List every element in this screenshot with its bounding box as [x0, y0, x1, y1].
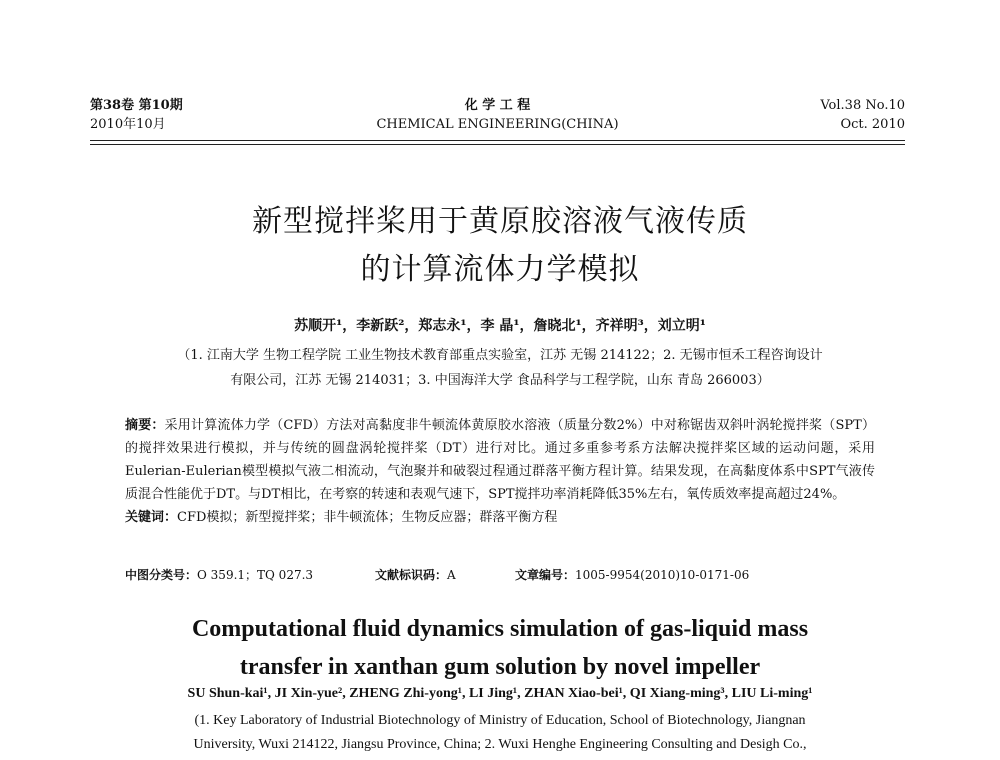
clc-label: 中图分类号：: [125, 568, 198, 582]
header-rule-thin: [90, 144, 905, 145]
affiliations-en: [100, 709, 900, 757]
affiliation-cn-line1: （1. 江南大学 生物工程学院 工业生物技术教育部重点实验室，江苏 无锡 214122；2. 无锡市恒禾工程咨询设计: [177, 348, 823, 363]
clc-value: O 359.1；TQ 027.3: [197, 568, 314, 582]
doc-code-value: A: [447, 568, 456, 582]
classification-line: [125, 566, 749, 583]
paper-title-cn: [0, 198, 1000, 294]
abstract: [125, 414, 875, 506]
affiliation-cn-line2: 有限公司，江苏 无锡 214031；3. 中国海洋大学 食品科学与工程学院，山东 青岛 266003）: [230, 373, 770, 388]
date-en: Oct. 2010: [840, 117, 905, 132]
journal-name: [90, 96, 905, 134]
affiliation-en-line2: University, Wuxi 214122, Jiangsu Province, China; 2. Wuxi Henghe Engineering Consulting and Desigh Co.,: [193, 737, 807, 752]
affiliations-cn: [115, 343, 885, 393]
header-rule-thick: [90, 140, 905, 141]
keywords: [125, 506, 875, 529]
journal-name-en: CHEMICAL ENGINEERING(CHINA): [376, 117, 619, 132]
article-number-value: 1005-9954(2010)10-0171-06: [575, 568, 750, 582]
abstract-text: 采用计算流体力学（CFD）方法对高黏度非牛顿流体黄原胶水溶液（质量分数2%）中对称锯齿双斜叶涡轮搅拌桨（SPT）的搅拌效果进行模拟，并与传统的圆盘涡轮搅拌桨（DT）进行对比。通过多重参考系方法解决搅拌桨区域的运动问题，采用Eulerian-Eulerian模型模拟气液二相流动，气泡聚并和破裂过程通过群落平衡方程计算。结果发现，在高黏度体系中SPT气液传质混合性能优于DT。与DT相比，在考察的转速和表观气速下，SPT搅拌功率消耗降低35%左右，氧传质效率提高超过24%。: [125, 418, 875, 502]
author-list-en: SU Shun-kai¹, JI Xin-yue², ZHENG Zhi-yong¹, LI Jing¹, ZHAN Xiao-bei¹, QI Xiang-ming³, LIU Li-ming¹: [187, 686, 813, 701]
issue-info-en: [820, 96, 905, 134]
doc-code-label: 文献标识码：: [375, 568, 448, 582]
keywords-label: 关键词：: [125, 510, 178, 525]
paper-title-cn-line2: 的计算流体力学模拟: [360, 252, 640, 287]
journal-header: [90, 96, 905, 146]
keywords-text: CFD模拟；新型搅拌桨；非牛顿流体；生物反应器；群落平衡方程: [177, 510, 558, 525]
journal-name-cn: 化 学 工 程: [464, 98, 531, 113]
paper-title-cn-line1: 新型搅拌桨用于黄原胶溶液气液传质: [252, 204, 748, 239]
author-list-cn: 苏顺开¹，李新跃²，郑志永¹，李 晶¹，詹晓北¹，齐祥明³，刘立明¹: [294, 318, 706, 334]
article-number-label: 文章编号：: [515, 568, 576, 582]
abstract-label: 摘要：: [125, 418, 165, 433]
volume-issue-en: Vol.38 No.10: [820, 98, 905, 113]
paper-title-en-line1: Computational fluid dynamics simulation of gas-liquid mass: [191, 616, 809, 642]
date-cn: 2010年10月: [90, 117, 166, 132]
abstract-block: [125, 414, 875, 529]
paper-title-en-line2: transfer in xanthan gum solution by novel impeller: [239, 654, 761, 680]
paper-title-en: [0, 610, 1000, 686]
volume-issue-cn: 第38卷 第10期: [90, 98, 183, 113]
affiliation-en-line1: (1. Key Laboratory of Industrial Biotechnology of Ministry of Education, School of Biotechnology, Jiangnan: [194, 713, 806, 728]
